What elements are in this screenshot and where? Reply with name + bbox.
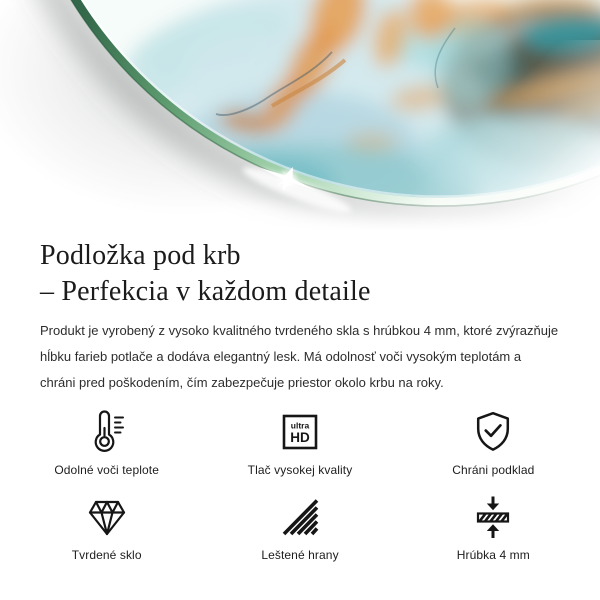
hero-image [0,0,600,230]
feature-item-heat-resistant [10,408,203,477]
product-title-line2: – Perfekcia v každom detaile [40,276,371,307]
feature-item-print-quality [203,408,396,477]
feature-label: Hrúbka 4 mm [456,548,530,562]
feature-label: Leštené hrany [261,548,339,562]
svg-text:HD: HD [290,430,310,445]
product-title [40,238,560,310]
feature-label: Odolné voči teplote [54,463,159,477]
svg-text:ultra: ultra [290,420,310,431]
thermometer-icon [83,408,131,456]
feature-item-polished-edges [203,493,396,562]
polished-edges-icon [276,493,324,541]
feature-label: Tlač vysokej kvality [247,463,353,477]
ultra-hd-icon [276,408,324,456]
diamond-icon [83,493,131,541]
features-grid [10,408,590,562]
feature-item-tempered-glass [10,493,203,562]
feature-label: Chráni podklad [452,463,535,477]
thickness-icon [469,493,517,541]
product-description: Produkt je vyrobený z vysoko kvalitného tvrdeného skla s hrúbkou 4 mm, ktoré zvýrazňuje hĺbku farieb potlače a dodáva elegantný lesk. Má odolnosť voči vysokým teplotám a chráni pred poškodením, čím zabezpečuje priestor okolo krbu na roky. [40,323,559,390]
feature-item-protects-floor [397,408,590,477]
product-title-line1: Podložka pod krb [40,240,241,271]
feature-item-thickness [397,493,590,562]
shield-check-icon [469,408,517,456]
feature-label: Tvrdené sklo [71,548,142,562]
glass-pad-illustration [0,0,600,230]
